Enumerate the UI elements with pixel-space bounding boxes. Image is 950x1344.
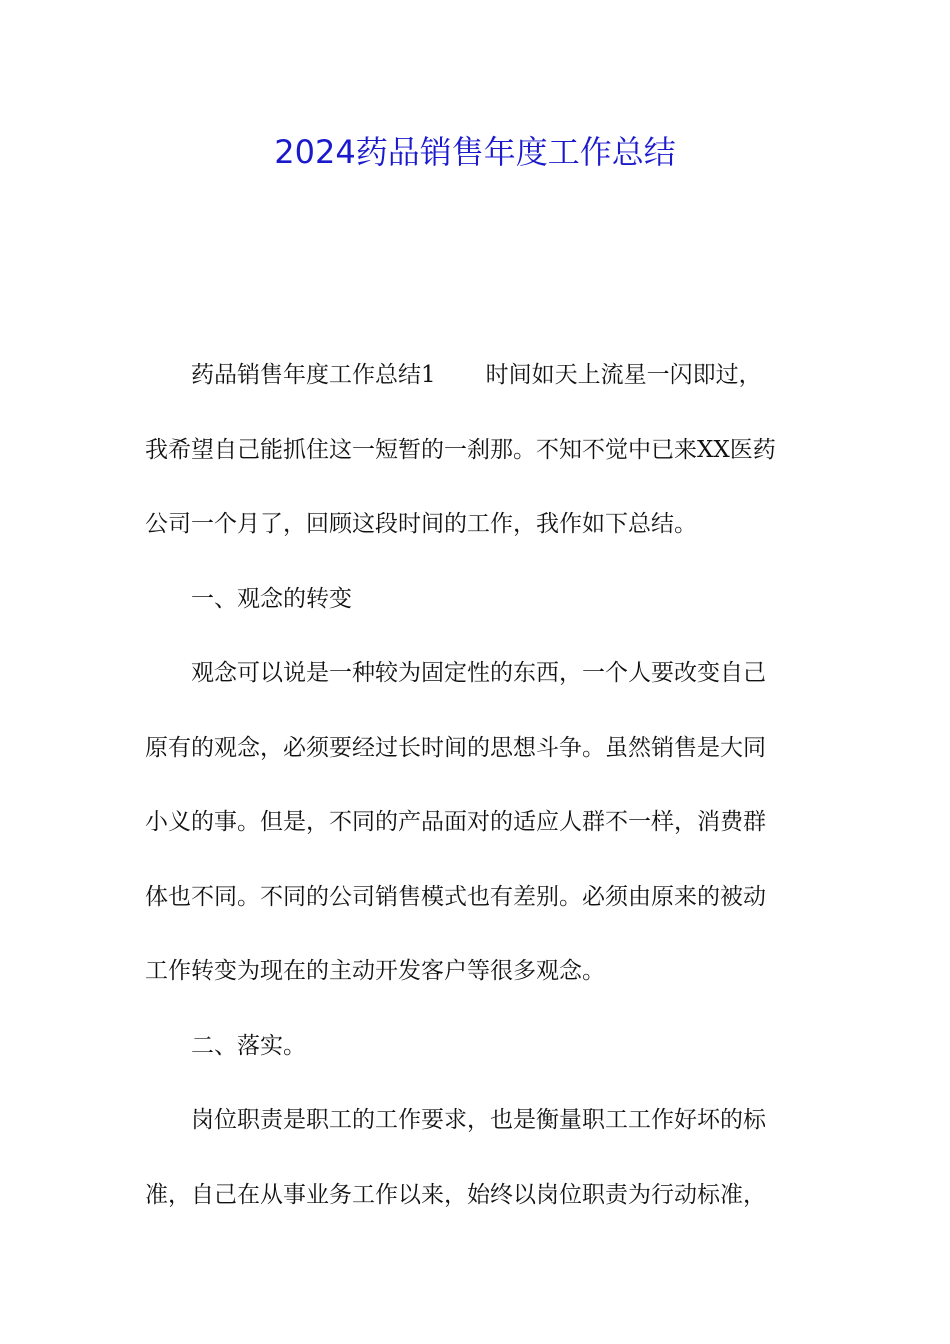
section-heading: 药品销售年度工作总结1 — [191, 362, 436, 388]
section-heading: 二、落实。 — [191, 1032, 306, 1059]
paragraph-line: 小义的事。但是，不同的产品面对的适应人群不一样，消费群 — [145, 809, 766, 835]
document-title: 2024药品销售年度工作总结 — [274, 133, 676, 171]
paragraph-line: 原有的观念，必须要经过长时间的思想斗争。虽然销售是大同 — [145, 734, 766, 761]
paragraph-line: 准，自己在从事业务工作以来，始终以岗位职责为行动标准， — [145, 1181, 766, 1208]
document-body — [145, 338, 810, 1232]
paragraph-line: 体也不同。不同的公司销售模式也有差别。必须由原来的被动 — [145, 883, 766, 910]
paragraph-line — [145, 338, 810, 413]
paragraph-line: 观念可以说是一种较为固定性的东西，一个人要改变自己 — [191, 660, 766, 686]
paragraph-line: 我希望自己能抓住这一短暂的一刹那。不知不觉中已来XX医药 — [145, 436, 776, 463]
paragraph-line: 公司一个月了，回顾这段时间的工作，我作如下总结。 — [145, 511, 697, 537]
paragraph-text: 时间如天上流星一闪即过， — [485, 362, 762, 388]
paragraph-line: 工作转变为现在的主动开发客户等很多观念。 — [145, 958, 605, 984]
paragraph-line: 岗位职责是职工的工作要求，也是衡量职工工作好坏的标 — [191, 1107, 766, 1133]
section-heading: 一、观念的转变 — [191, 585, 352, 612]
